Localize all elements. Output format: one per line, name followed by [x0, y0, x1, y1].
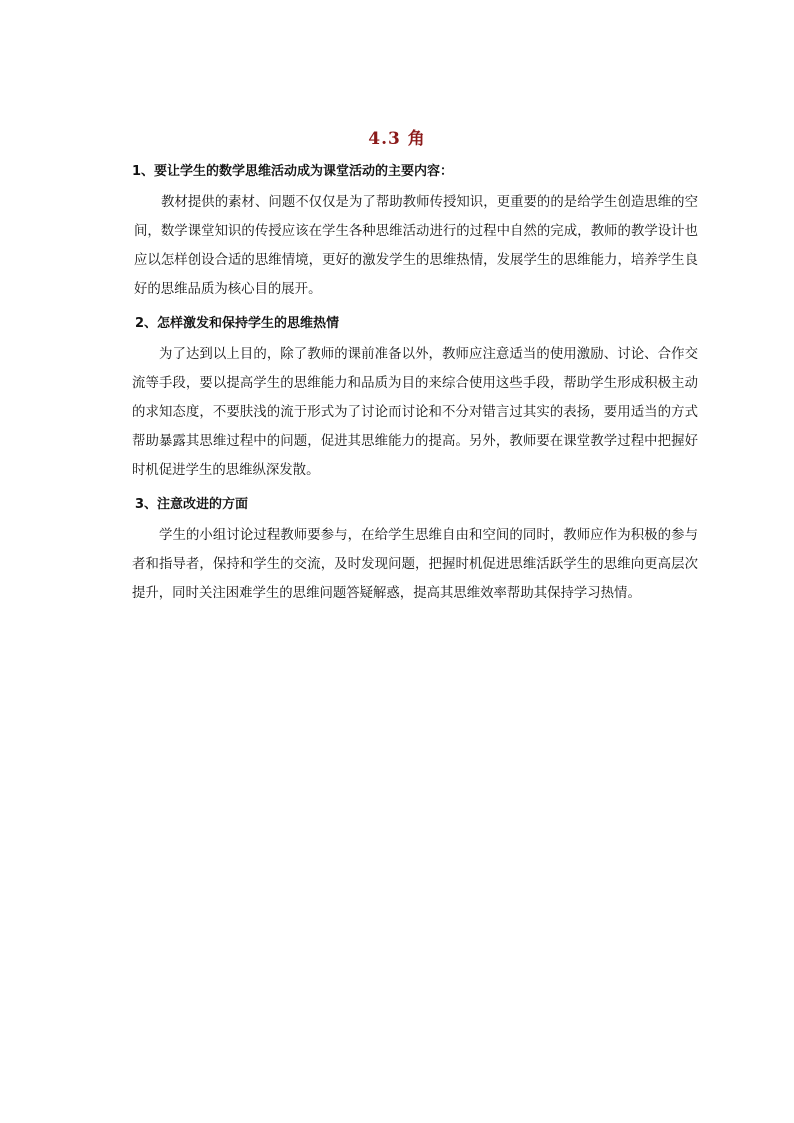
- section-heading-3: 3、注意改进的方面: [135, 497, 249, 512]
- section-paragraph-3: 学生的小组讨论过程教师要参与，在给学生思维自由和空间的同时，教师应作为积极的参与者和指导者，保持和学生的交流，及时发现问题，把握时机促进思维活跃学生的思维向更高层次提升，同时关注困难学生的思维问题答疑解惑，提高其思维效率帮助其保持学习热情。: [132, 528, 698, 601]
- section-paragraph-1: 教材提供的素材、问题不仅仅是为了帮助教师传授知识，更重要的的是给学生创造思维的空间，数学课堂知识的传授应该在学生各种思维活动进行的过程中自然的完成，教师的教学设计也应以怎样创设合适的思维情境，更好的激发学生的思维热情，发展学生的思维能力，培养学生良好的思维品质为核心目的展开。: [134, 195, 698, 297]
- document-body: [132, 160, 698, 608]
- section-paragraph-2: 为了达到以上目的，除了教师的课前准备以外，教师应注意适当的使用激励、讨论、合作交流等手段，要以提高学生的思维能力和品质为目的来综合使用这些手段，帮助学生形成积极主动的求知态度，不要肤浅的流于形式为了讨论而讨论和不分对错言过其实的表扬，要用适当的方式帮助暴露其思维过程中的问题，促进其思维能力的提高。另外，教师要在课堂教学过程中把握好时机促进学生的思维纵深发散。: [132, 347, 698, 478]
- section-heading-2: 2、怎样激发和保持学生的思维热情: [135, 316, 340, 331]
- section-heading-1: 1、要让学生的数学思维活动成为课堂活动的主要内容：: [132, 164, 454, 179]
- document-title: 4.3 角: [368, 129, 426, 149]
